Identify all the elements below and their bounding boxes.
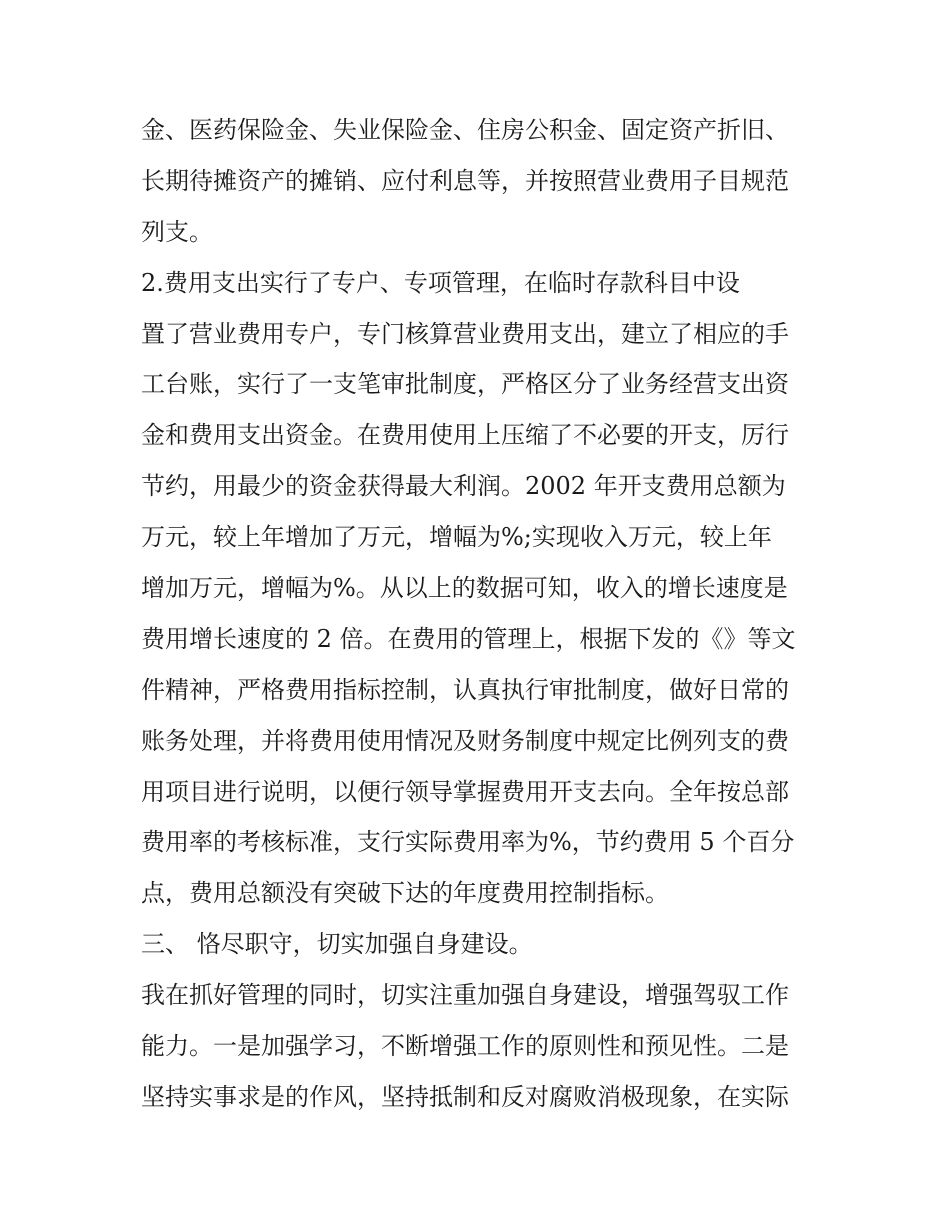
text-line-12: 件精神，严格费用指标控制，认真执行审批制度，做好日常的 xyxy=(141,675,789,704)
text-line-4: 2.费用支出实行了专户、专项管理，在临时存款科目中设 xyxy=(141,268,740,297)
text-line-16: 点，费用总额没有突破下达的年度费用控制指标。 xyxy=(141,879,669,908)
text-line-5: 置了营业费用专户，专门核算营业费用支出，建立了相应的手 xyxy=(141,319,789,348)
text-line-18: 我在抓好管理的同时，切实注重加强自身建设，增强驾驭工作 xyxy=(141,981,789,1010)
text-line-8: 节约，用最少的资金获得最大利润。2002 年开支费用总额为 xyxy=(141,472,786,501)
text-line-13: 账务处理，并将费用使用情况及财务制度中规定比例列支的费 xyxy=(141,726,789,755)
section-heading: 三、 恪尽职守，切实加强自身建设。 xyxy=(141,930,533,959)
text-line-10: 增加万元，增幅为%。从以上的数据可知，收入的增长速度是 xyxy=(141,574,788,603)
text-line-7: 金和费用支出资金。在费用使用上压缩了不必要的开支，厉行 xyxy=(141,421,789,450)
text-line-2: 长期待摊资产的摊销、应付利息等，并按照营业费用子目规范 xyxy=(141,166,789,195)
text-line-19: 能力。一是加强学习，不断增强工作的原则性和预见性。二是 xyxy=(141,1032,789,1061)
text-line-9: 万元，较上年增加了万元，增幅为%;实现收入万元，较上年 xyxy=(141,523,772,552)
text-line-14: 用项目进行说明，以便行领导掌握费用开支去向。全年按总部 xyxy=(141,777,789,806)
text-line-1: 金、医药保险金、失业保险金、住房公积金、固定资产折旧、 xyxy=(141,116,789,144)
text-line-6: 工台账，实行了一支笔审批制度，严格区分了业务经营支出资 xyxy=(141,370,789,399)
text-line-11: 费用增长速度的 2 倍。在费用的管理上，根据下发的《》等文 xyxy=(141,624,796,653)
text-line-3: 列支。 xyxy=(141,217,213,246)
document-body xyxy=(141,110,813,1128)
text-line-15: 费用率的考核标准，支行实际费用率为%，节约费用 5 个百分 xyxy=(141,828,795,857)
text-line-20: 坚持实事求是的作风，坚持抵制和反对腐败消极现象，在实际 xyxy=(141,1082,789,1111)
